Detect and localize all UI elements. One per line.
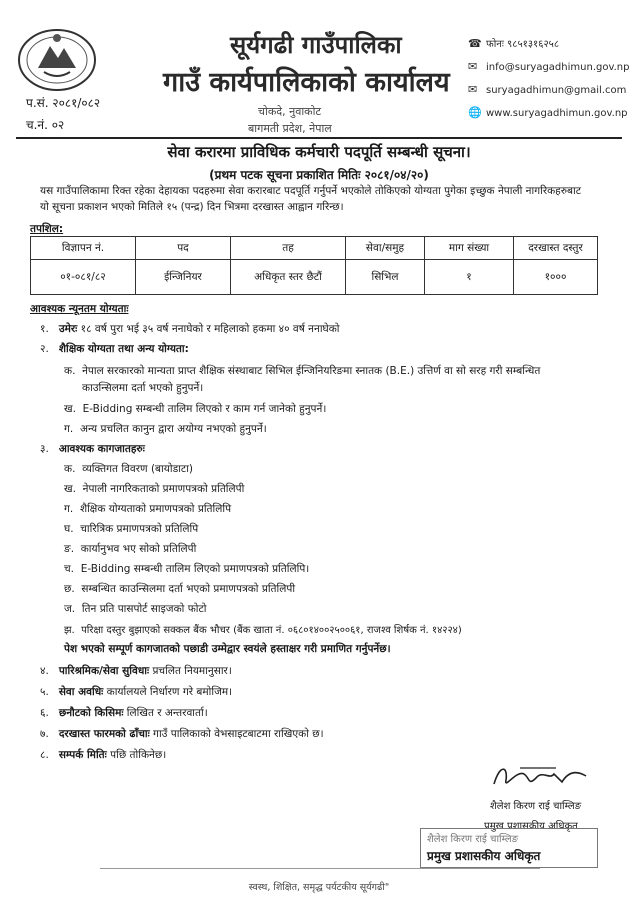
sub-item: ज. तिन प्रति पासपोर्ट साइजको फोटो	[64, 603, 207, 615]
documents-note: पेश भएको सम्पूर्ण कागजातको पछाडी उम्मेद्वार स्वयंले हस्ताक्षर गरी प्रमाणित गर्नुपर्नेछ।	[64, 643, 391, 655]
list-item-service-period: ५. सेवा अवधिः कार्यालयले निर्धारण गरे बमोजिम।	[40, 686, 233, 698]
list-item-qualification: २. शैक्षिक योग्यता तथा अन्य योग्यता:	[40, 343, 189, 355]
handwritten-signature	[490, 760, 590, 794]
municipality-title: सूर्यगढी गाउँपालिका	[230, 31, 402, 59]
table-row	[31, 260, 598, 295]
list-item-documents: ३. आवश्यक कागजातहरुः	[40, 443, 145, 455]
sub-item: क. व्यक्तिगत विवरण (बायोडाटा)	[64, 463, 194, 475]
sub-item: ग. अन्य प्रचलित कानुन द्वारा अयोग्य नभएको हुनुपर्ने।	[64, 423, 267, 435]
column-header: सेवा/समुह	[346, 237, 425, 260]
table-cell: सिभिल	[346, 260, 425, 295]
column-header: विज्ञापन नं.	[31, 237, 136, 260]
reference-number: प.सं. २०८१/०८२	[26, 96, 101, 110]
email-icon: ✉	[468, 83, 478, 96]
contact-phone: ☎ फोनः ९८५१३१६२५८	[468, 37, 560, 50]
stamp-title: प्रमुख प्रशासकीय अधिकृत	[427, 849, 541, 863]
table-header-row	[31, 237, 598, 260]
footer-divider	[100, 868, 540, 869]
contact-email-2[interactable]: ✉ suryagadhimun@gmail.com	[468, 83, 627, 96]
sub-item: ख. नेपाली नागरिकताको प्रमाणपत्रको प्रतिलिपी	[64, 483, 245, 495]
globe-icon: 🌐	[468, 106, 482, 119]
list-item-remuneration: ४. पारिश्रमिक/सेवा सुविधाः प्रचलित नियमानुसार।	[40, 665, 232, 677]
list-item-age: १. उमेरः १८ वर्ष पुरा भई ३५ वर्ष ननाघेको र महिलाको हकमा ४० वर्ष ननाघेको	[40, 323, 340, 335]
requirements-label: आवश्यक न्यूनतम योग्यताः	[30, 303, 129, 315]
contact-email-1[interactable]: ✉ info@suryagadhimun.gov.np	[468, 60, 630, 73]
contact-website[interactable]: 🌐 www.suryagadhimun.gov.np	[468, 106, 628, 119]
footer-slogan: स्वस्थ, शिक्षित, समृद्ध पर्यटकीय सूर्यगढी"	[248, 882, 390, 893]
vacancy-table	[30, 236, 598, 295]
sub-item: क. नेपाल सरकारको मान्यता प्राप्त शैक्षिक संस्थाबाट सिभिल ईन्जिनियरिङमा स्नातक (B.E.) उत्तिर्ण वा सो सरह गरी सम्बन्धित	[64, 365, 541, 377]
notice-subheading: (प्रथम पटक सूचना प्रकाशित मितिः २०८१/०४/२०)	[209, 168, 429, 182]
notice-intro: यस गाउँपालिकामा रिक्त रहेका देहायका पदहरुमा सेवा करारबाट पदपूर्ति गर्नुपर्ने भएकोले तोकिएको योग्यता पुगेका इच्छुक नेपाली नागरिकहरुबाट यो सूचना प्रकाशन भएको मितिले १५ (पन्द्र) दिन भित्रमा दरखास्त आह्वान गरिन्छ।	[40, 185, 582, 213]
notice-heading: सेवा करारमा प्राविधिक कर्मचारी पदपूर्ति सम्बन्धी सूचना।	[167, 143, 471, 161]
sub-item: च. E-Bidding सम्बन्धी तालिम लिएको प्रमाणपत्रको प्रतिलिपि।	[64, 563, 310, 575]
address-line-2: बागमती प्रदेश, नेपाल	[248, 122, 332, 135]
sub-item: ङ. कार्यानुभव भए सोको प्रतिलिपी	[64, 543, 197, 555]
table-cell: १०००	[514, 260, 598, 295]
list-item-contact-date: ८. सम्पर्क मितिः पछि तोकिनेछ।	[40, 749, 167, 761]
signatory-name: शैलेश किरण राई चाम्लिङ	[490, 801, 582, 812]
stamp-name: शैलेश किरण राई चाम्लिङ	[427, 834, 519, 845]
sub-item: झ. परिक्षा दस्तुर बुझाएको सक्कल बैंक भौचर (बैंक खाता नं. ०६८०१४००२५००६१, राजश्व शिर्षक नं. १४२२४)	[64, 625, 462, 636]
phone-icon: ☎	[468, 37, 482, 50]
list-item-selection: ६. छनौटको किसिमः लिखित र अन्तरवार्ता।	[40, 707, 208, 719]
nepal-emblem-logo	[14, 24, 100, 92]
list-item-form-format: ७. दरखास्त फारमको ढाँचाः गाउँ पालिकाको वेभसाइटबाटमा राखिएको छ।	[40, 728, 324, 740]
column-header: माग संख्या	[425, 237, 514, 260]
column-header: पद	[136, 237, 231, 260]
table-cell: १	[425, 260, 514, 295]
email-icon: ✉	[468, 60, 478, 73]
signatory-designation: प्रमुख प्रशासकीय अधिकृत	[484, 821, 578, 832]
table-cell: ०१-०८१/८२	[31, 260, 136, 295]
official-stamp	[420, 828, 598, 868]
office-title: गाउँ कार्यपालिकाको कार्यालय	[163, 67, 450, 98]
column-header: दरखास्त दस्तुर	[514, 237, 598, 260]
sub-item: छ. सम्बन्धित काउन्सिलमा दर्ता भएको प्रमाणपत्रको प्रतिलिपी	[64, 583, 296, 595]
column-header: तह	[231, 237, 346, 260]
address-line-1: चोकदे, नुवाकोट	[258, 105, 322, 118]
sub-item: ख. E-Bidding सम्बन्धी तालिम लिएको र काम गर्न जानेको हुनुपर्ने।	[64, 403, 327, 415]
table-cell: ईन्जिनियर	[136, 260, 231, 295]
dispatch-number: च.नं. ०२	[26, 118, 65, 132]
sub-item: घ. चारित्रिक प्रमाणपत्रको प्रतिलिपि	[64, 523, 199, 535]
header-divider	[16, 137, 622, 139]
details-label: तपशिल:	[30, 223, 64, 235]
table-cell: अधिकृत स्तर छैटौं	[231, 260, 346, 295]
sub-item: काउन्सिलमा दर्ता भएको हुनुपर्ने।	[82, 382, 204, 394]
sub-item: ग. शैक्षिक योग्यताको प्रमाणपत्रको प्रतिलिपि	[64, 503, 232, 515]
